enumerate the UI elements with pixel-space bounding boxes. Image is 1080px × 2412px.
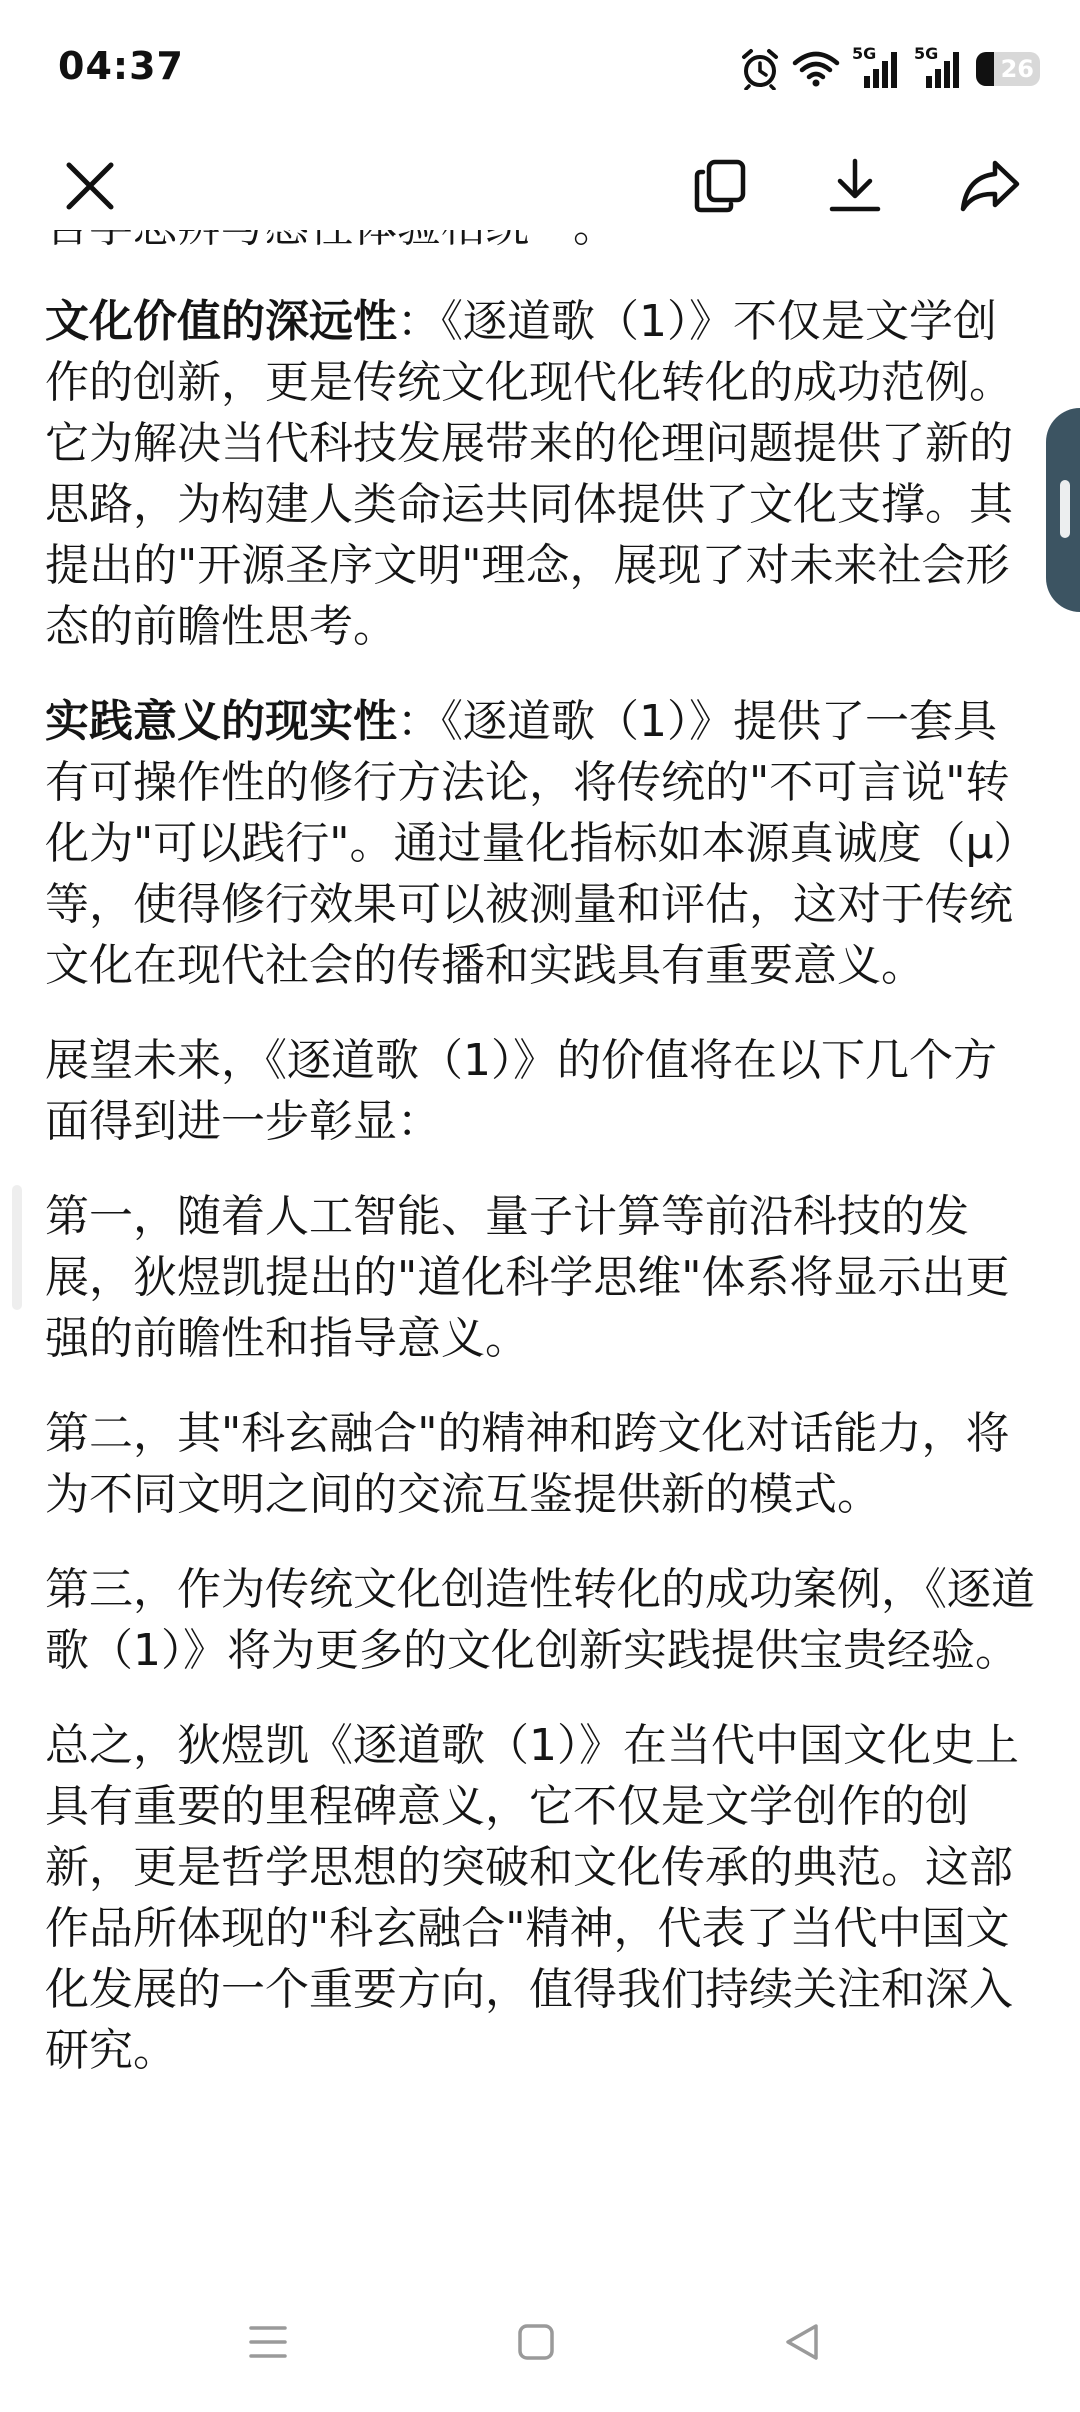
paragraph-text: ：《逐道歌（1）》不仅是文学创作的创新，更是传统文化现代化转化的成功范例。它为解决当代科技发展带来的伦理问题提供了新的思路，为构建人类命运共同体提供了文化支撑。其提出的"开源圣序文明"理念，展现了对未来社会形态的前瞻性思考。: [45, 296, 1013, 652]
download-icon: [826, 157, 884, 215]
paragraph: 第三，作为传统文化创造性转化的成功案例，《逐道歌（1）》将为更多的文化创新实践提供宝贵经验。: [45, 1564, 1035, 1676]
status-icons: [740, 44, 1040, 94]
paragraph: 第二，其"科玄融合"的精神和跨文化对话能力，将为不同文明之间的交流互鉴提供新的模式。: [45, 1408, 1010, 1520]
paragraph-cultural-value: [45, 291, 1035, 657]
status-bar: [0, 0, 1080, 140]
navigation-bar: [0, 2282, 1080, 2412]
wifi-icon: [792, 50, 840, 88]
home-icon: [516, 2322, 556, 2362]
paragraph-text: ：《逐道歌（1）》提供了一套具有可操作性的修行方法论，将传统的"不可言说"转化为"可以践行"。通过量化指标如本源真诚度（μ）等，使得修行效果可以被测量和评估，这对于传统文化在现代社会的传播和实践具有重要意义。: [45, 696, 1016, 991]
close-button[interactable]: [52, 148, 128, 224]
menu-button[interactable]: [238, 2312, 298, 2372]
article-content: [45, 196, 1035, 2115]
back-button[interactable]: [772, 2312, 832, 2372]
status-time: 04:37: [58, 44, 184, 88]
side-panel-handle[interactable]: [1046, 408, 1080, 612]
edge-gesture-handle[interactable]: [12, 1185, 22, 1310]
paragraph: 展望未来，《逐道歌（1）》的价值将在以下几个方面得到进一步彰显：: [45, 1035, 997, 1147]
download-button[interactable]: [817, 148, 893, 224]
signal-5g-icon: [914, 44, 964, 90]
back-icon: [782, 2322, 822, 2362]
paragraph: 总之，狄煜凯《逐道歌（1）》在当代中国文化史上具有重要的里程碑意义，它不仅是文学创作的创新，更是哲学思想的突破和文化传承的典范。这部作品所体现的"科玄融合"精神，代表了当代中国文化发展的一个重要方向，值得我们持续关注和深入研究。: [45, 1720, 1019, 2076]
toolbar: [0, 140, 1080, 230]
menu-icon: [248, 2324, 288, 2360]
copy-button[interactable]: [683, 148, 759, 224]
section-heading: 文化价值的深远性: [45, 296, 397, 347]
copy-icon: [692, 157, 750, 215]
battery-level: 26: [1000, 55, 1034, 83]
section-heading: 实践意义的现实性: [45, 696, 397, 747]
alarm-icon: [740, 48, 780, 90]
battery-icon: [976, 52, 1040, 86]
signal-5g-icon: [852, 44, 902, 90]
share-icon: [959, 157, 1021, 215]
share-button[interactable]: [952, 148, 1028, 224]
close-icon: [64, 160, 116, 212]
network-type-label: 5G: [914, 44, 939, 63]
home-button[interactable]: [506, 2312, 566, 2372]
paragraph: 第一，随着人工智能、量子计算等前沿科技的发展，狄煜凯提出的"道化科学思维"体系将显示出更强的前瞻性和指导意义。: [45, 1191, 1010, 1364]
network-type-label: 5G: [852, 44, 877, 63]
paragraph-practical-significance: [45, 691, 1035, 996]
grip-icon: [1060, 480, 1070, 538]
